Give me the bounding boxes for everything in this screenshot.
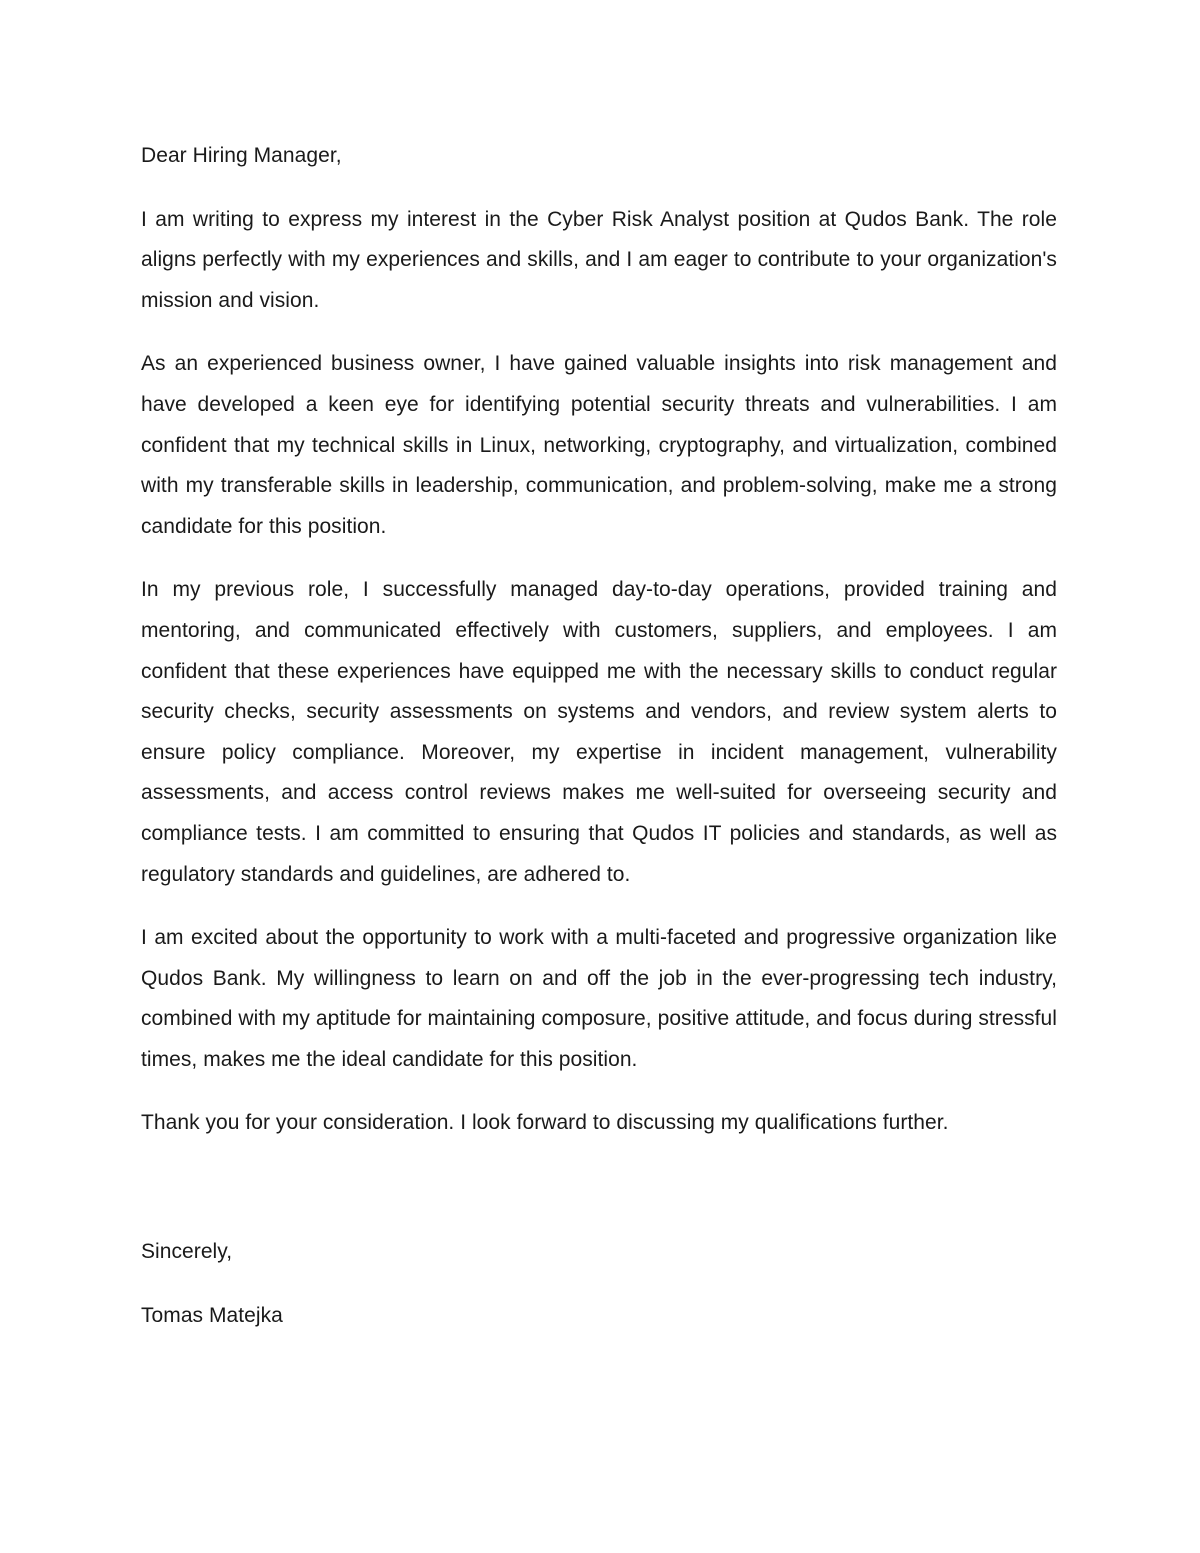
- paragraph-thanks: Thank you for your consideration. I look forward to discussing my qualifications further.: [141, 1111, 949, 1135]
- paragraph-intro: I am writing to express my interest in the Cyber Risk Analyst position at Qudos Bank. The role aligns perfectly with my experiences and skills, and I am eager to contribute to your organization's mission and vision.: [141, 207, 1057, 312]
- signature-name: Tomas Matejka: [141, 1303, 283, 1327]
- cover-letter: [141, 136, 1057, 1336]
- paragraph-previous-role: In my previous role, I successfully managed day-to-day operations, provided training and mentoring, and communicated effectively with customers, suppliers, and employees. I am confident that these experiences have equipped me with the necessary skills to conduct regular security checks, security assessments on systems and vendors, and review system alerts to ensure policy compliance. Moreover, my expertise in incident management, vulnerability assessments, and access control reviews makes me well-suited for overseeing security and compliance tests. I am committed to ensuring that Qudos IT policies and standards, as well as regulatory standards and guidelines, are adhered to.: [141, 578, 1057, 886]
- paragraph-motivation: I am excited about the opportunity to work with a multi-faceted and progressive organization like Qudos Bank. My willingness to learn on and off the job in the ever-progressing tech industry, combined with my aptitude for maintaining composure, positive attitude, and focus during stressful times, makes me the ideal candidate for this position.: [141, 926, 1057, 1071]
- letter-greeting: Dear Hiring Manager,: [141, 144, 342, 167]
- letter-closing: Sincerely,: [141, 1240, 233, 1264]
- paragraph-experience: As an experienced business owner, I have gained valuable insights into risk management and have developed a keen eye for identifying potential security threats and vulnerabilities. I am confident that my technical skills in Linux, networking, cryptography, and virtualization, combined with my transferable skills in leadership, communication, and problem-solving, make me a strong candidate for this position.: [141, 352, 1057, 538]
